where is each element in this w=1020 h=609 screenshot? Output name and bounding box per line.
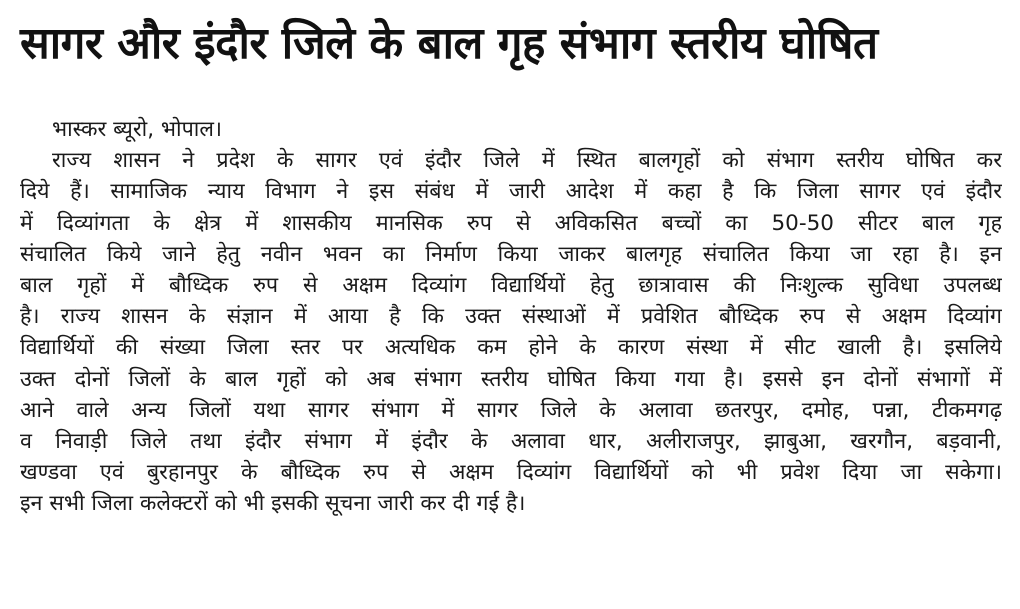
- article-line: व निवाड़ी जिले तथा इंदौर संभाग में इंदौर के अलावा धार, अलीराजपुर, झाबुआ, खरगौन, बड़वानी,: [20, 429, 1002, 455]
- dateline: भास्कर ब्यूरो, भोपाल।: [52, 117, 223, 142]
- article-line: विद्यार्थियों की संख्या जिला स्तर पर अत्यधिक कम होने के कारण संस्था में सीट खाली है। इसलिये: [20, 335, 1002, 361]
- article-line: दिये हैं। सामाजिक न्याय विभाग ने इस संबंध में जारी आदेश में कहा है कि जिला सागर एवं इंदौर: [20, 179, 1002, 205]
- article-line: उक्त दोनों जिलों के बाल गृहों को अब संभाग स्तरीय घोषित किया गया है। इससे इन दोनों संभागों में: [20, 366, 1002, 392]
- article-line: आने वाले अन्य जिलों यथा सागर संभाग में सागर जिले के अलावा छतरपुर, दमोह, पन्ना, टीकमगढ़: [20, 397, 1002, 423]
- article-line: खण्डवा एवं बुरहानपुर के बौध्दिक रुप से अक्षम दिव्यांग विद्यार्थियों को भी प्रवेश दिया जा सकेगा।: [20, 460, 1002, 486]
- article-line: इन सभी जिला कलेक्टरों को भी इसकी सूचना जारी कर दी गई है।: [20, 491, 526, 517]
- article-line: राज्य शासन ने प्रदेश के सागर एवं इंदौर जिले में स्थित बालगृहों को संभाग स्तरीय घोषित कर: [52, 148, 1002, 174]
- article-line: में दिव्यांगता के क्षेत्र में शासकीय मानसिक रुप से अविकसित बच्चों का 50-50 सीटर बाल गृह: [20, 210, 1002, 236]
- article-line: है। राज्य शासन के संज्ञान में आया है कि उक्त संस्थाओं में प्रवेशित बौध्दिक रुप से अक्षम दिव्यांग: [20, 304, 1002, 330]
- article-body: [20, 114, 1002, 520]
- article-line: बाल गृहों में बौध्दिक रुप से अक्षम दिव्यांग विद्यार्थियों हेतु छात्रावास की निःशुल्क सुविधा उपलब्ध: [20, 273, 1002, 299]
- article-line: संचालित किये जाने हेतु नवीन भवन का निर्माण किया जाकर बालगृह संचालित किया जा रहा है। इन: [20, 241, 1002, 267]
- headline: सागर और इंदौर जिले के बाल गृह संभाग स्तरीय घोषित: [20, 18, 878, 69]
